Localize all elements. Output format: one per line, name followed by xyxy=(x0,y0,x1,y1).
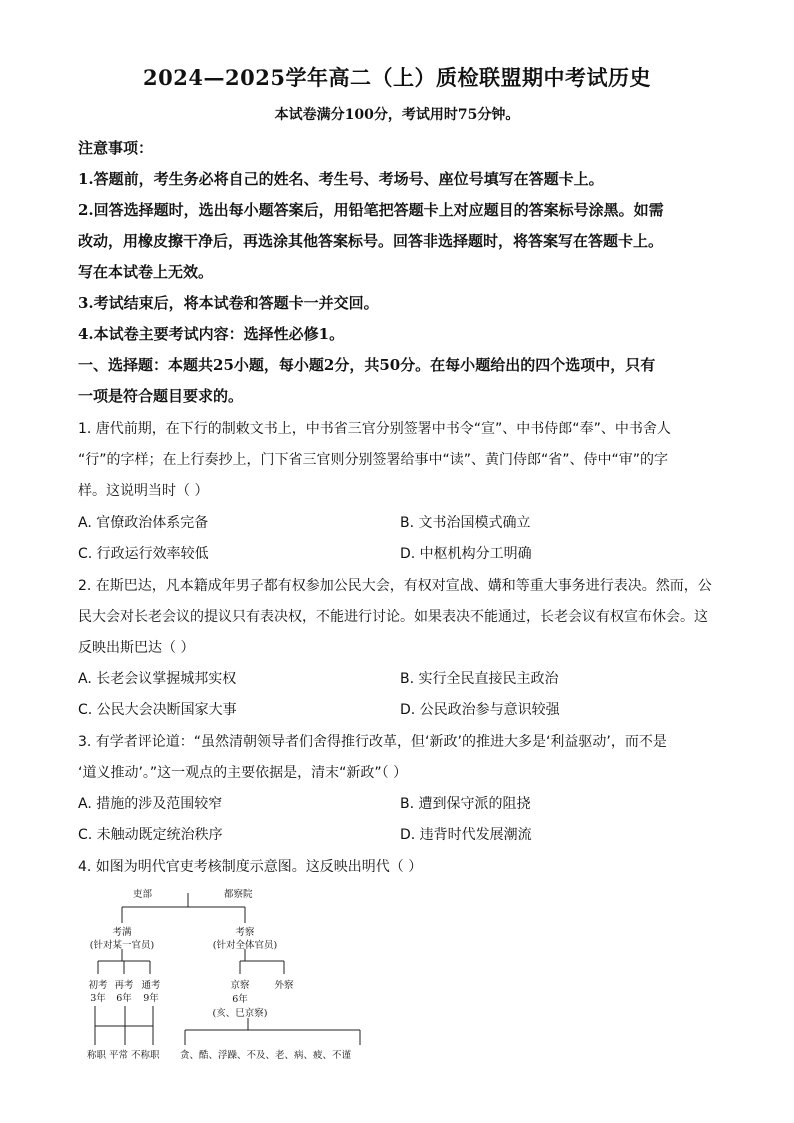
question-3-option-b: B. 遭到保守派的阻挠 xyxy=(400,796,531,812)
question-1-stem-2: “行”的字样；在上行奏抄上，门下省三官则分别签署给事中“读”、黄门侍郎“省”、侍中“审”的字 xyxy=(78,452,669,468)
node-jingcha: 京察 xyxy=(230,980,250,991)
notice-item-2-end: 写在本试卷上无效。 xyxy=(78,263,214,281)
question-3-option-c: C. 未触动既定统治秩序 xyxy=(78,827,223,843)
node-chukao: 初考 xyxy=(88,980,108,991)
question-3-stem: 3. 有学者评论道：“虽然清朝领导者们舍得推行改革，但‘新政’的推进大多是‘利益驱动’，而不是 xyxy=(78,734,667,750)
question-2-stem-2: 民大会对长老会议的提议只有表决权，不能进行讨论。如果表决不能通过，长老会议有权宣布休会。这 xyxy=(78,609,708,625)
node-kaoman: 考满 xyxy=(112,927,132,938)
question-2-stem: 2. 在斯巴达，凡本籍成年男子都有权参加公民大会，有权对宣战、媾和等重大事务进行表决。然而，公 xyxy=(78,578,712,594)
exam-info: 本试卷满分100分，考试用时75分钟。 xyxy=(274,107,520,123)
node-tongkao: 通考 xyxy=(141,980,161,991)
node-kaocha: 考察 xyxy=(235,927,255,938)
node-zaikao: 再考 xyxy=(114,980,134,991)
question-3-option-a: A. 措施的涉及范围较窄 xyxy=(78,796,223,812)
notice-item-1: 1.答题前，考生务必将自己的姓名、考生号、考场号、座位号填写在答题卡上。 xyxy=(78,170,604,188)
node-duchayuan: 都察院 xyxy=(224,889,253,900)
node-kaoman-note: (针对某一官员) xyxy=(89,940,155,951)
question-2-option-a: A. 长老会议掌握城邦实权 xyxy=(78,671,237,687)
node-jingcha-note: (亥、巳京察) xyxy=(212,1008,268,1019)
node-chukao-years: 3年 xyxy=(90,993,106,1004)
question-4-stem: 4. 如图为明代官吏考核制度示意图。这反映出明代（ ） xyxy=(78,859,423,875)
question-1-option-c: C. 行政运行效率较低 xyxy=(78,546,209,562)
node-libu: 吏部 xyxy=(133,889,153,900)
node-waicha: 外察 xyxy=(274,980,294,991)
node-kaocha-note: (针对全体官员) xyxy=(212,940,278,951)
node-tongkao-years: 9年 xyxy=(143,993,159,1004)
question-1-option-d: D. 中枢机构分工明确 xyxy=(400,546,532,562)
notice-item-2: 2.回答选择题时，选出每小题答案后，用铅笔把答题卡上对应题目的答案标号涂黑。如需 xyxy=(78,201,664,219)
notice-item-2-cont: 改动，用橡皮擦干净后，再选涂其他答案标号。回答非选择题时，将答案写在答题卡上。 xyxy=(78,232,664,250)
section-heading-cont: 一项是符合题目要求的。 xyxy=(78,387,244,405)
node-zaikao-years: 6年 xyxy=(116,993,132,1004)
section-heading: 一、选择题：本题共25小题，每小题2分，共50分。在每小题给出的四个选项中，只有 xyxy=(78,356,656,374)
question-1-option-a: A. 官僚政治体系完备 xyxy=(78,515,209,531)
node-kaoman-results: 称职 平常 不称职 xyxy=(87,1050,160,1061)
notice-item-4: 4.本试卷主要考试内容：选择性必修1。 xyxy=(78,325,345,343)
notice-heading: 注意事项： xyxy=(78,139,154,157)
question-2-option-c: C. 公民大会决断国家大事 xyxy=(78,702,237,718)
node-jingcha-years: 6年 xyxy=(232,994,248,1005)
node-kaocha-results: 贪、酷、浮躁、不及、老、病、疲、不谨 xyxy=(180,1050,352,1061)
question-3-option-d: D. 违背时代发展潮流 xyxy=(400,827,532,843)
question-2-option-d: D. 公民政治参与意识较强 xyxy=(400,702,560,718)
question-1-stem: 1. 唐代前期，在下行的制敕文书上，中书省三官分别签署中书令“宣”、中书侍郎“奉”、中书舍人 xyxy=(78,421,671,437)
question-3-stem-2: ‘道义推动’。”这一观点的主要依据是，清末“新政”（ ） xyxy=(78,765,408,781)
question-2-option-b: B. 实行全民直接民主政治 xyxy=(400,671,559,687)
question-2-stem-3: 反映出斯巴达（ ） xyxy=(78,640,195,656)
notice-item-3: 3.考试结束后，将本试卷和答题卡一并交回。 xyxy=(78,294,379,312)
question-1-stem-3: 样。这说明当时（ ） xyxy=(78,483,209,499)
question-1-option-b: B. 文书治国模式确立 xyxy=(400,515,531,531)
page-title: 2024—2025学年高二（上）质检联盟期中考试历史 xyxy=(143,65,651,90)
